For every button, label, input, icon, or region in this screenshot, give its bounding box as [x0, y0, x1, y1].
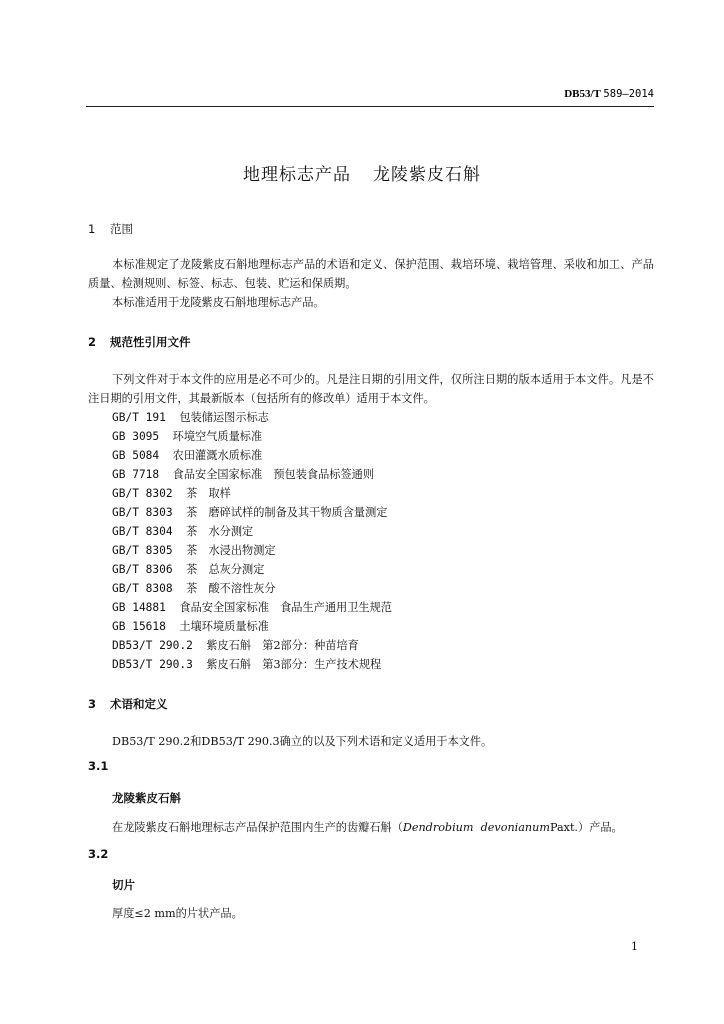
section-1-para-2: 本标准适用于龙陵紫皮石斛地理标志产品。: [112, 296, 325, 309]
page-number: 1: [631, 940, 638, 953]
reference-code: GB/T 8308: [112, 582, 173, 595]
section-3-intro: DB53/T 290.2和DB53/T 290.3确立的以及下列术语和定义适用于本文件。: [112, 735, 493, 748]
reference-code: GB/T 8303: [112, 506, 173, 519]
reference-code: GB 7718: [112, 468, 160, 481]
reference-code: DB53/T 290.2: [112, 639, 193, 652]
term-3-2-definition: 厚度≤2 mm的片状产品。: [112, 907, 243, 920]
section-number: 3: [88, 697, 97, 711]
reference-item: [112, 485, 231, 501]
reference-title: 土壤环境质量标准: [179, 620, 269, 633]
reference-code: GB/T 191: [112, 411, 166, 424]
reference-item: [112, 409, 269, 425]
latin-species: devonianum: [480, 821, 550, 834]
section-title: 规范性引用文件: [110, 335, 191, 349]
reference-item: [112, 599, 392, 615]
title-part2: 龙陵紫皮石斛: [373, 165, 481, 185]
reference-code: GB 5084: [112, 449, 160, 462]
section-2-heading: [88, 334, 191, 350]
section-title: 术语和定义: [110, 697, 168, 711]
title-part1: 地理标志产品: [243, 165, 351, 185]
reference-code: GB 15618: [112, 620, 166, 633]
reference-code: GB/T 8306: [112, 563, 173, 576]
reference-title: 食品安全国家标准 预包装食品标签通则: [172, 468, 375, 481]
reference-item: [112, 523, 253, 539]
reference-title: 包装储运图示标志: [179, 411, 269, 424]
term-3-2-name: 切片: [112, 878, 135, 892]
section-2-intro: 下列文件对于本文件的应用是必不可少的。凡是注日期的引用文件，仅所注日期的版本适用于本文件。凡是不注日期的引用文件，其最新版本（包括所有的修改单）适用于本文件。: [88, 373, 654, 405]
reference-title: 紫皮石斛 第3部分：生产技术规程: [206, 658, 382, 671]
reference-code: GB/T 8305: [112, 544, 173, 557]
reference-title: 茶 水分测定: [186, 525, 254, 538]
reference-title: 茶 总灰分测定: [186, 563, 265, 576]
reference-item: [112, 561, 264, 577]
reference-item: [112, 428, 262, 444]
reference-code: GB/T 8304: [112, 525, 173, 538]
reference-item: [112, 504, 388, 520]
reference-item: [112, 637, 359, 653]
section-1-para-1: 本标准规定了龙陵紫皮石斛地理标志产品的术语和定义、保护范围、栽培环境、栽培管理、采收和加工、产品质量、检测规则、标签、标志、包装、贮运和保质期。: [88, 258, 654, 290]
reference-item: [112, 618, 269, 634]
reference-title: 茶 磨碎试样的制备及其干物质含量测定: [186, 506, 388, 519]
term-3-1-definition: 在龙陵紫皮石斛地理标志产品保护范围内生产的齿瓣石斛（Dendrobium devonianumPaxt.）产品。: [112, 821, 623, 834]
reference-item: [112, 466, 374, 482]
section-3-heading: [88, 696, 168, 712]
section-title: 范围: [110, 222, 133, 236]
document-title: [0, 160, 724, 185]
standard-code-prefix: DB53/T: [564, 88, 601, 100]
section-number: 2: [88, 335, 97, 349]
reference-title: 茶 酸不溶性灰分: [186, 582, 276, 595]
reference-code: GB/T 8302: [112, 487, 173, 500]
reference-title: 紫皮石斛 第2部分：种苗培育: [206, 639, 359, 652]
reference-code: DB53/T 290.3: [112, 658, 193, 671]
reference-title: 农田灌溉水质标准: [172, 449, 263, 462]
reference-title: 茶 水浸出物测定: [186, 544, 276, 557]
term-3-1-name: 龙陵紫皮石斛: [112, 791, 181, 805]
reference-item: [112, 656, 381, 672]
reference-title: 食品安全国家标准 食品生产通用卫生规范: [179, 601, 392, 614]
reference-item: [112, 447, 262, 463]
standard-code: [564, 88, 654, 100]
reference-item: [112, 580, 276, 596]
latin-genus: Dendrobium: [402, 821, 474, 834]
section-number: 1: [88, 222, 96, 236]
reference-title: 环境空气质量标准: [172, 430, 263, 443]
reference-item: [112, 542, 276, 558]
section-1-heading: [88, 221, 133, 237]
reference-code: GB 14881: [112, 601, 166, 614]
reference-title: 茶 取样: [186, 487, 231, 500]
standard-code-number: 589—2014: [603, 88, 654, 100]
header-rule: [86, 106, 654, 107]
term-3-1-number: 3.1: [88, 759, 109, 773]
reference-code: GB 3095: [112, 430, 160, 443]
term-3-2-number: 3.2: [88, 847, 109, 861]
